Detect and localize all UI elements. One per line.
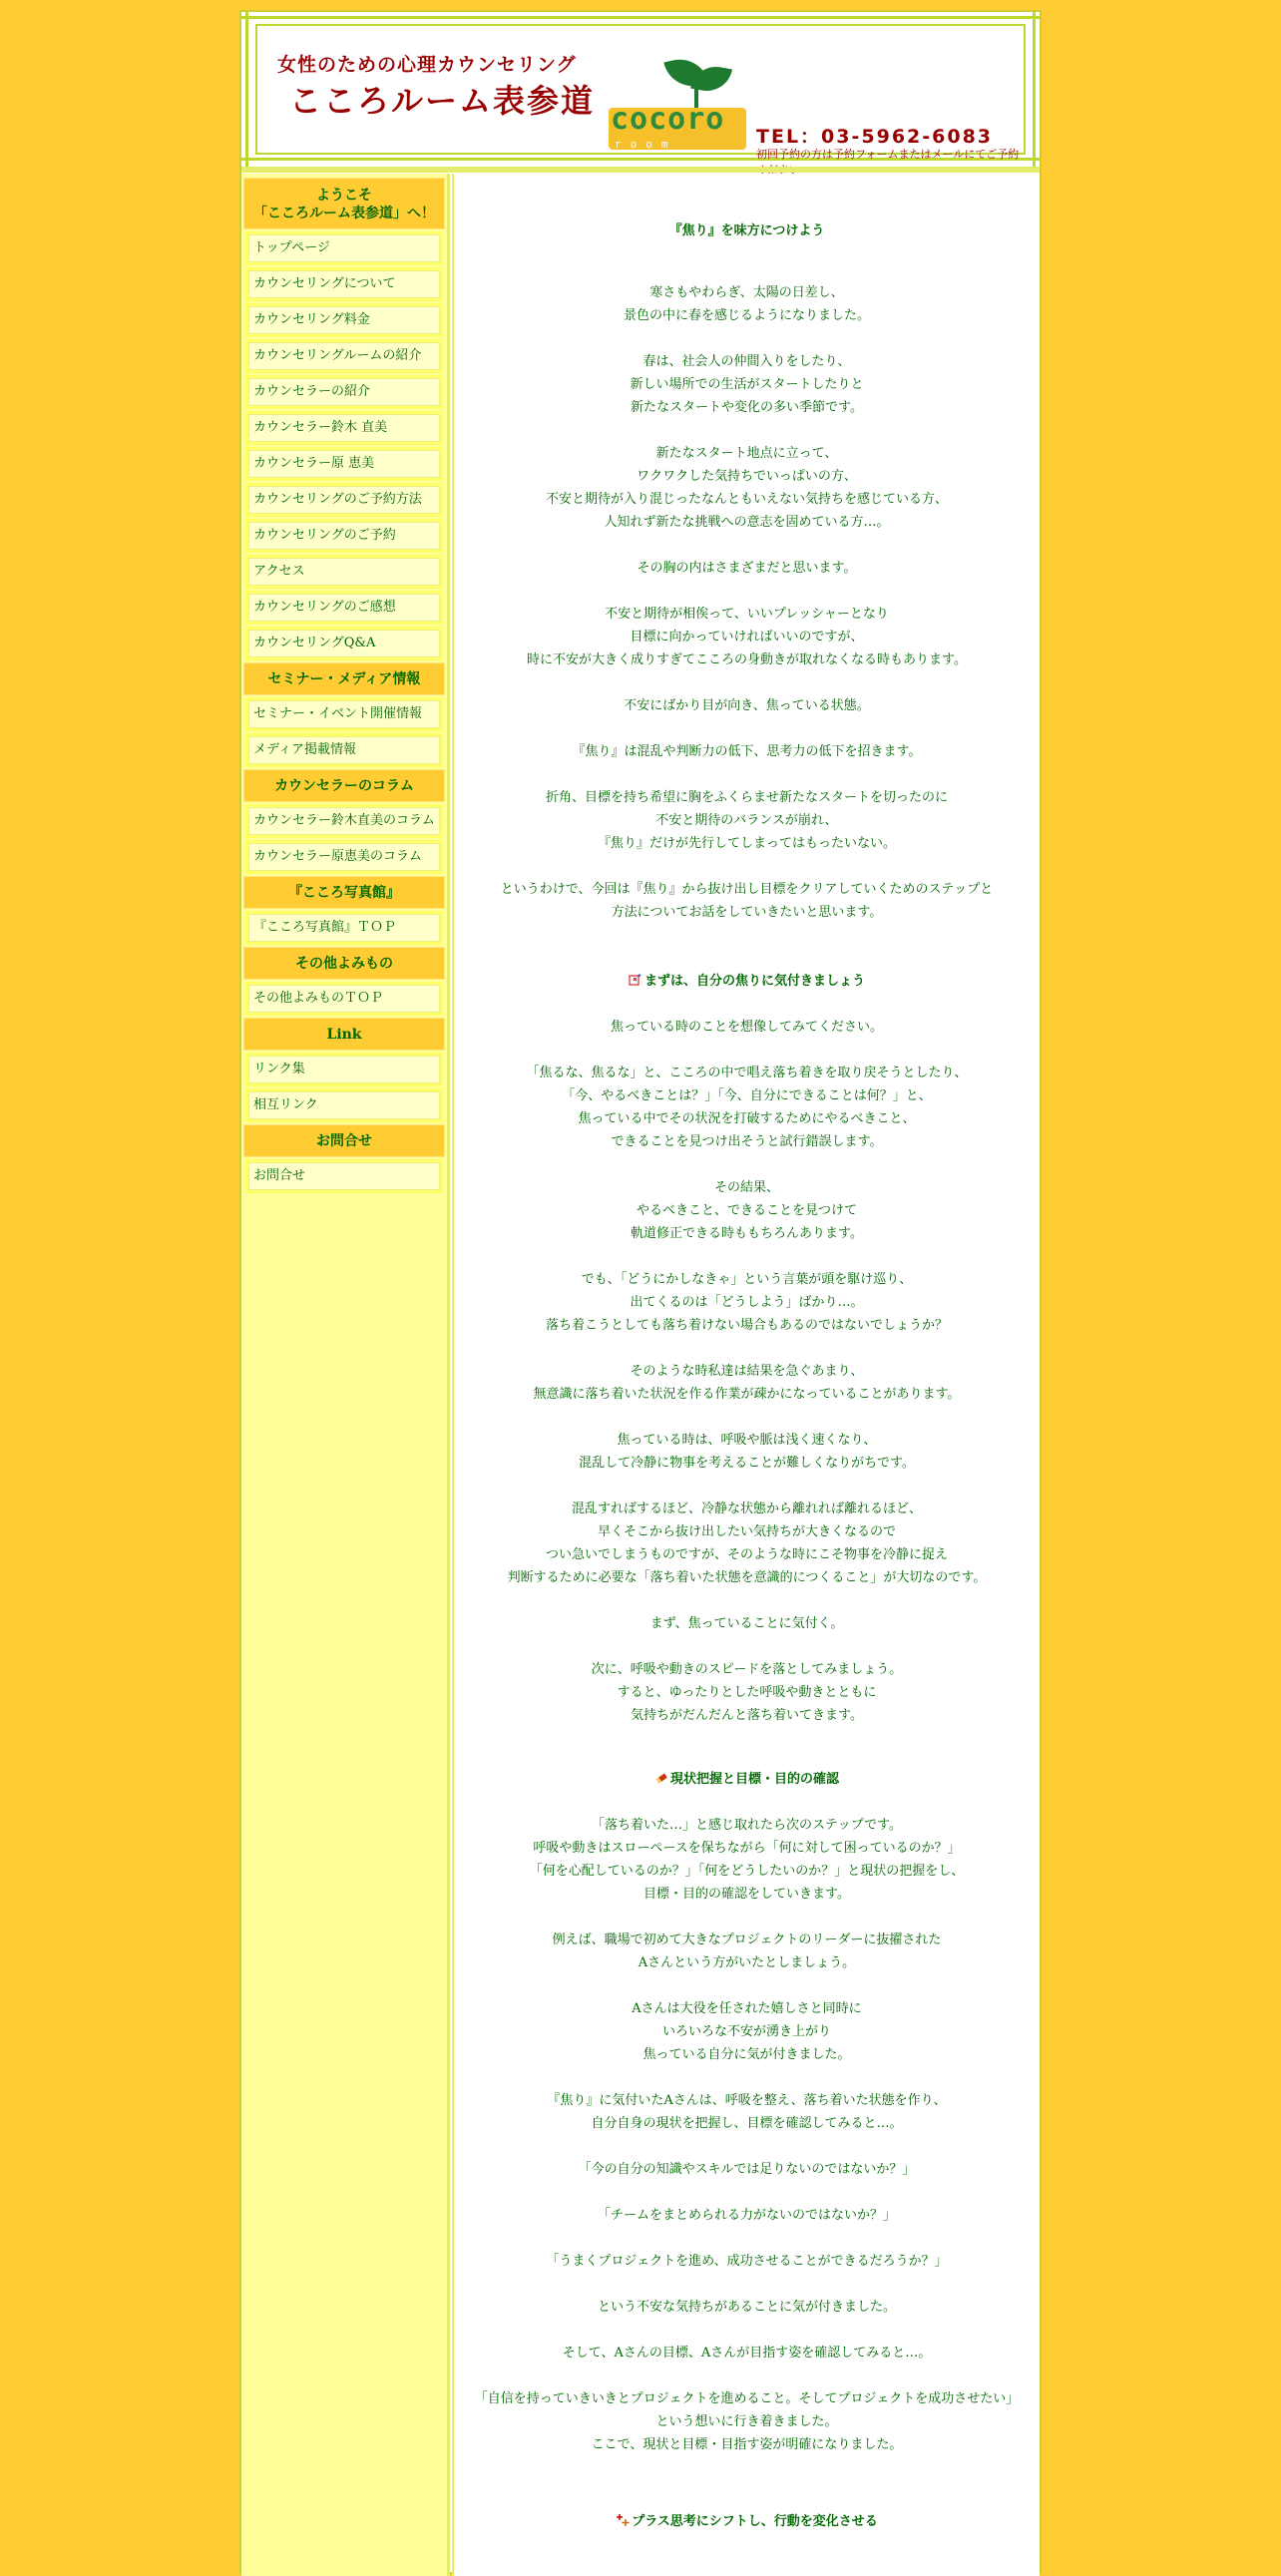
logo-subtext: room (615, 138, 677, 151)
blank-line (454, 855, 1040, 878)
blank-line (454, 419, 1040, 442)
text-line: 無意識に落ち着いた状況を作る作業が疎かになっていることがあります。 (533, 1387, 961, 1402)
sidebar-item[interactable]: カウンセラー鈴木直美のコラム (245, 804, 443, 838)
sidebar-item[interactable]: カウンセリングQ&A (245, 627, 443, 660)
sidebar-item[interactable]: カウンセリングについて (245, 267, 443, 301)
blank-line (454, 1906, 1040, 1929)
blank-line (454, 2364, 1040, 2387)
text-line: 「焦るな、焦るな」と、こころの中で唱え落ち着きを取り戻そうとしたり、 (526, 1066, 968, 1080)
blank-line (454, 2135, 1040, 2158)
text-line: 焦っている時は、呼吸や脈は浅く速くなり、 (617, 1433, 877, 1448)
text-line: 例えば、職場で初めて大きなプロジェクトのリーダーに抜擢された (552, 1932, 942, 1947)
text-line: ここで、現状と目標・目指す姿が明確になりました。 (591, 2437, 903, 2452)
text-line: 自分自身の現状を把握し、目標を確認してみると…。 (591, 2116, 903, 2131)
sidebar-section-heading: セミナー・メディア情報 (243, 662, 445, 695)
text-line: 目標に向かっていければいいのですが、 (630, 630, 864, 644)
blank-line (454, 580, 1040, 603)
header-tagline: 女性のための心理カウンセリング (277, 54, 577, 76)
sidebar-item[interactable]: セミナー・イベント開催情報 (245, 697, 443, 731)
text-line: 気持ちがだんだんと落ち着いてきます。 (631, 1708, 863, 1723)
blank-line (454, 1406, 1040, 1429)
text-line: 焦っている中でその状況を打破するためにやるべきこと、 (578, 1111, 916, 1126)
text-line: 不安と期待が入り混じったなんともいえない気持ちを感じている方、 (545, 492, 948, 507)
blank-line (454, 1039, 1040, 1062)
phone-number: TEL：03-5962-6083 (756, 126, 994, 148)
header-frame-line (241, 16, 1040, 19)
booking-note: 初回予約の方は予約フォームまたはメールにてご予約 (756, 148, 1020, 161)
text-line: 不安と期待が相俟って、いいプレッシャーとなり (605, 607, 889, 622)
section-heading (454, 1768, 1040, 1791)
sidebar-item[interactable]: カウンセリングのご予約 (245, 519, 443, 553)
blank-line (454, 2319, 1040, 2342)
section-heading-text: プラス思考にシフトし、行動を変化させる (632, 2514, 878, 2529)
text-line: その結果、 (713, 1180, 779, 1195)
blank-line (454, 763, 1040, 786)
sidebar-item[interactable]: 『こころ写真館』ＴＯＰ (245, 911, 443, 945)
text-line: 判断するために必要な「落ち着いた状態を意識的につくること」が大切なのです。 (507, 1570, 987, 1585)
text-line: Aさんは大役を任された嬉しさと同時に (632, 2001, 862, 2016)
blank-line (454, 534, 1040, 557)
blank-line (454, 1635, 1040, 1658)
sidebar-item[interactable]: カウンセラー原 恵美 (245, 447, 443, 481)
blank-line (454, 717, 1040, 740)
logo-text: cocoro (611, 102, 725, 137)
text-line: 新しい場所での生活がスタートしたりと (630, 377, 864, 392)
text-line: 混乱して冷静に物事を考えることが難しくなりがちです。 (579, 1456, 915, 1471)
sidebar-item[interactable]: トップページ (245, 231, 443, 265)
text-line: 新たなスタート地点に立って、 (655, 446, 838, 461)
text-line: その胸の内はさまざまだと思います。 (637, 561, 857, 576)
text-line: Aさんという方がいたとしましょう。 (638, 1955, 856, 1970)
page-container (239, 10, 1042, 2574)
text-line: 時に不安が大きく成りすぎてこころの身動きが取れなくなる時もあります。 (527, 652, 967, 667)
sidebar-section-heading: Link (243, 1018, 445, 1051)
text-line: 新たなスタートや変化の多い季節です。 (631, 400, 863, 415)
text-line: 焦っている自分に気が付きました。 (642, 2047, 851, 2062)
text-line: 混乱すればするほど、冷静な状態から離れれば離れるほど、 (571, 1502, 922, 1516)
blank-line (454, 671, 1040, 694)
section-body (454, 1814, 1040, 2456)
text-line: 早くそこから抜け出したい気持ちが大きくなるので (597, 1524, 896, 1539)
text-line: でも、「どうにかしなきゃ」という言葉が頭を駆け巡り、 (581, 1272, 913, 1287)
sidebar-welcome (243, 178, 445, 229)
section-heading-text: 現状把握と目標・目的の確認 (669, 1772, 839, 1787)
text-line: 「何を心配しているのか？」「何をどうしたいのか？」と現状の把握をし、 (529, 1864, 965, 1879)
sidebar-nav (241, 174, 450, 2576)
sidebar-item[interactable]: カウンセリングルームの紹介 (245, 339, 443, 373)
site-name: こころルーム表参道 (289, 82, 596, 120)
sidebar-item[interactable]: カウンセリング料金 (245, 303, 443, 337)
site-header (241, 12, 1040, 167)
text-line: というわけで、今回は『焦り』から抜け出し目標をクリアしていくためのステップと (500, 882, 994, 897)
text-line: 『焦り』だけが先行してしまってはもったいない。 (597, 836, 896, 851)
text-line: 方法についてお話をしていきたいと思います。 (611, 905, 883, 920)
blank-line (454, 327, 1040, 350)
sidebar-item[interactable]: カウンセラー鈴木 直美 (245, 411, 443, 445)
text-line: 「今、やるべきことは？」「今、自分にできることは何？」と、 (562, 1088, 932, 1103)
text-line: 目標・目的の確認をしていきます。 (643, 1887, 850, 1902)
sidebar-section-heading: お問合せ (243, 1124, 445, 1157)
section-heading (454, 970, 1040, 993)
article-title: 『焦り』を味方につけよう (668, 223, 825, 238)
sidebar-item[interactable]: お問合せ (245, 1159, 443, 1193)
section-heading (454, 2510, 1040, 2533)
pencil-icon (654, 1771, 668, 1785)
sidebar-item[interactable]: アクセス (245, 555, 443, 589)
sidebar-item[interactable]: その他よみものＴＯＰ (245, 982, 443, 1016)
section-body (454, 1016, 1040, 1727)
blank-line (454, 2227, 1040, 2250)
text-line: 呼吸や動きはスローペースを保ちながら「何に対して困っているのか？」 (533, 1841, 961, 1856)
blank-line (454, 1245, 1040, 1268)
text-line: すると、ゆったりとした呼吸や動きとともに (617, 1685, 877, 1700)
text-line: 人知れず新たな挑戦への意志を固めている方…。 (604, 515, 890, 530)
sidebar-item[interactable]: カウンセラーの紹介 (245, 375, 443, 409)
sidebar-item[interactable]: メディア掲載情報 (245, 733, 443, 767)
blank-line (454, 1589, 1040, 1612)
text-line: そのような時私達は結果を急ぐあまり、 (630, 1364, 864, 1379)
text-line: 景色の中に春を感じるようになりました。 (623, 308, 870, 323)
sidebar-item[interactable]: カウンセラー原恵美のコラム (245, 840, 443, 874)
text-line: 「今の自分の知識やスキルでは足りないのではないか？」 (578, 2162, 916, 2177)
blank-line (454, 2273, 1040, 2296)
header-frame-line (1033, 12, 1036, 167)
text-line: 折角、目標を持ち希望に胸をふくらませ新たなスタートを切ったのに (545, 790, 948, 805)
text-line: ワクワクした気持ちでいっぱいの方、 (637, 469, 857, 484)
text-line: 落ち着こうとしても落ち着けない場合もあるのではないでしょうか？ (545, 1318, 948, 1333)
sidebar-section-heading: その他よみもの (243, 947, 445, 980)
text-line: 春は、社会人の仲間入りをしたり、 (642, 354, 851, 369)
text-line: 「落ち着いた…」と感じ取れたら次のステップです。 (591, 1818, 903, 1833)
text-line: 「うまくプロジェクトを進め、成功させることができるだろうか？」 (546, 2254, 948, 2269)
text-line: という想いに行き着きました。 (655, 2414, 838, 2429)
text-line: 軌道修正できる時ももちろんあります。 (631, 1226, 863, 1241)
blank-line (454, 1475, 1040, 1498)
text-line: 不安にばかり目が向き、焦っている状態。 (624, 698, 870, 713)
text-line: 焦っている時のことを想像してみてください。 (610, 1020, 883, 1035)
text-line: やるべきこと、できることを見つけて (636, 1203, 857, 1218)
sidebar-item[interactable]: カウンセリングのご予約方法 (245, 483, 443, 517)
sparkle-icon (629, 973, 642, 987)
text-line: 寒さもやわらぎ、太陽の日差し、 (649, 285, 844, 300)
blank-line (454, 2181, 1040, 2204)
blank-line (454, 1974, 1040, 1997)
blank-line (454, 1337, 1040, 1360)
text-line: という不安な気持ちがあることに気が付きました。 (597, 2300, 896, 2315)
text-line: まず、焦っていることに気付く。 (649, 1616, 844, 1631)
header-divider (241, 167, 1040, 173)
text-line: 次に、呼吸や動きのスピードを落としてみましょう。 (591, 1662, 903, 1677)
text-line: 『焦り』に気付いたAさんは、呼吸を整え、落ち着いた状態を作り、 (547, 2093, 947, 2108)
section-heading-text: まずは、自分の焦りに気付きましょう (643, 974, 865, 989)
blank-line (454, 2066, 1040, 2089)
text-line: 出てくるのは「どうしよう」ばかり…。 (630, 1295, 864, 1310)
blank-line (454, 1153, 1040, 1176)
text-line: 『焦り』は混乱や判断力の低下、思考力の低下を招きます。 (572, 744, 922, 759)
text-line: いろいろな不安が湧き上がり (661, 2024, 831, 2039)
welcome-line: ようこそ (316, 188, 372, 204)
welcome-line: 「こころルーム表参道」へ！ (253, 206, 435, 221)
article-intro (454, 281, 1040, 924)
sparkle-icon (616, 2513, 630, 2527)
text-line: 「チームをまとめられる力がないのではないか？」 (597, 2208, 896, 2223)
header-frame-line (245, 12, 248, 167)
text-line: つい急いでしまうものですが、そのような時にこそ物事を冷静に捉え (545, 1547, 948, 1562)
main-content (452, 174, 1040, 2576)
cocoro-logo[interactable] (609, 58, 748, 168)
sidebar-item[interactable]: リンク集 (245, 1053, 443, 1086)
text-line: 不安と期待のバランスが崩れ、 (655, 813, 838, 828)
sidebar-item[interactable]: 相互リンク (245, 1088, 443, 1122)
text-line: 「自信を持っていきいきとプロジェクトを進めること。そしてプロジェクトを成功させたい」 (474, 2391, 1020, 2406)
text-line: そして、Aさんの目標、Aさんが目指す姿を確認してみると…。 (562, 2346, 932, 2361)
text-line: できることを見つけ出そうと試行錯誤します。 (611, 1134, 883, 1149)
sidebar-item[interactable]: カウンセリングのご感想 (245, 591, 443, 625)
sidebar-section-heading: カウンセラーのコラム (243, 769, 445, 802)
header-banner[interactable] (255, 24, 1026, 161)
sidebar-section-heading: 『こころ写真館』 (243, 876, 445, 909)
